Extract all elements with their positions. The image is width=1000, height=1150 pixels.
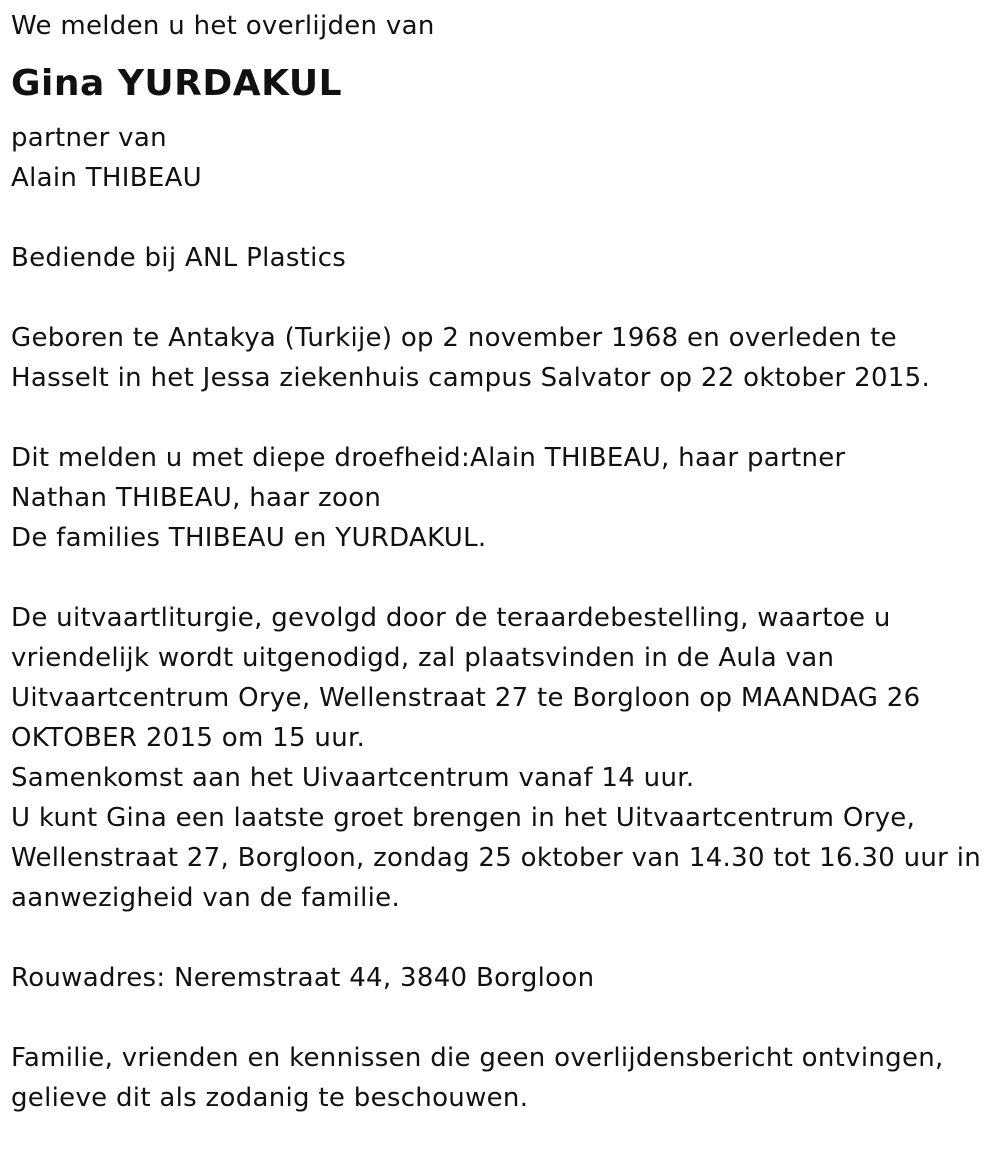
paragraph-line: Dit melden u met diepe droefheid:Alain THIBEAU, haar partner	[11, 443, 846, 473]
paragraph-line: gelieve dit als zodanig te beschouwen.	[11, 1083, 529, 1113]
paragraph-line: Familie, vrienden en kennissen die geen overlijdensbericht ontvingen,	[11, 1043, 944, 1073]
birth-death-paragraph	[11, 318, 991, 398]
spacer	[11, 398, 991, 438]
paragraph-line: Nathan THIBEAU, haar zoon	[11, 483, 382, 513]
mourning-address: Rouwadres: Neremstraat 44, 3840 Borgloon	[11, 963, 595, 993]
occupation: Bediende bij ANL Plastics	[11, 243, 347, 273]
spacer	[11, 558, 991, 598]
paragraph-line: U kunt Gina een laatste groet brengen in het Uitvaartcentrum Orye,	[11, 803, 916, 833]
intro-text: We melden u het overlijden van	[11, 11, 435, 41]
paragraph-line: Geboren te Antakya (Turkije) op 2 november 1968 en overleden te	[11, 323, 897, 353]
spacer	[11, 918, 991, 958]
ceremony-paragraph	[11, 598, 991, 918]
paragraph-line: Samenkomst aan het Uivaartcentrum vanaf 14 uur.	[11, 763, 695, 793]
paragraph-line: Hasselt in het Jessa ziekenhuis campus Salvator op 22 oktober 2015.	[11, 363, 931, 393]
spacer	[11, 198, 991, 238]
paragraph-line: aanwezigheid van de familie.	[11, 883, 401, 913]
deceased-name: Gina YURDAKUL	[11, 63, 343, 104]
closing-paragraph	[11, 1038, 991, 1118]
spacer	[11, 278, 991, 318]
death-announcement	[11, 0, 991, 1118]
paragraph-line: Wellenstraat 27, Borgloon, zondag 25 oktober van 14.30 tot 16.30 uur in	[11, 843, 982, 873]
paragraph-line: De families THIBEAU en YURDAKUL.	[11, 523, 487, 553]
paragraph-line: OKTOBER 2015 om 15 uur.	[11, 723, 366, 753]
mourners-paragraph	[11, 438, 991, 558]
paragraph-line: Uitvaartcentrum Orye, Wellenstraat 27 te Borgloon op MAANDAG 26	[11, 683, 921, 713]
paragraph-line: De uitvaartliturgie, gevolgd door de teraardebestelling, waartoe u	[11, 603, 891, 633]
relation-label: partner van	[11, 123, 167, 153]
partner-name: Alain THIBEAU	[11, 163, 202, 193]
spacer	[11, 998, 991, 1038]
paragraph-line: vriendelijk wordt uitgenodigd, zal plaatsvinden in de Aula van	[11, 643, 835, 673]
